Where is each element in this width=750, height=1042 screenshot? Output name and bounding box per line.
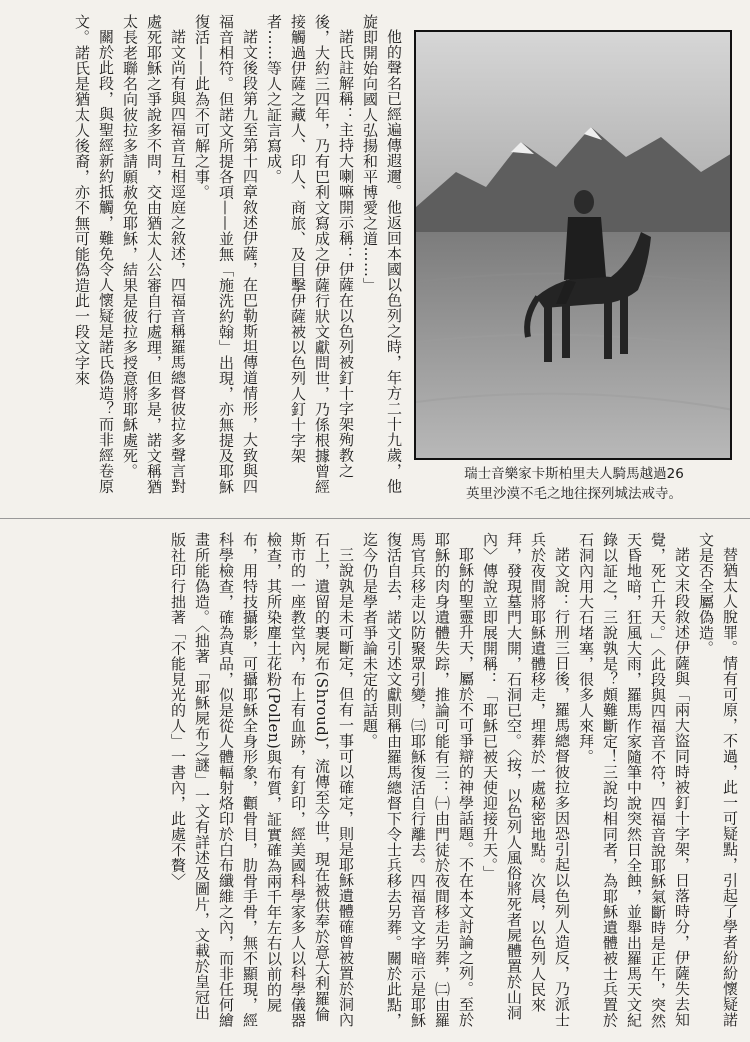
paragraph: 諾氏註解稱：主持大喇嘛開示稱：伊薩在以色列被釘十字架殉教之後，大約三四年，乃有巴利文寫成之伊薩行狀文獻問世，乃係根據曾經接觸過伊薩之藏人、印人、商旅、及目擊伊薩被以色列人釘十字架者……等人之証言寫成。 xyxy=(265,14,355,495)
photo-rider-on-horse xyxy=(414,30,732,460)
paragraph: 他的聲名已經遍傳遐邇。他返回本國以色列之時，年方二十九歲，他旋即開始向國人弘揚和平博愛之道……」 xyxy=(361,14,403,494)
article-column-top xyxy=(6,14,406,496)
paragraph: 諾文尚有與四福音互相逕庭之敘述，四福音稱羅馬總督彼拉多聲言對處死耶穌之爭說多不問，交由猶太人公審自行處理，但多是，諾文稱猶太長老聯名向彼拉多請願赦免耶穌，結果是彼拉多授意將耶穌處死。 xyxy=(121,14,187,495)
paragraph: 諾文後段第九至第十四章敘述伊薩，在巴勒斯坦傳道情形，大致與四福音相符。但諾文所提各項——並無「施洗約翰」出現，亦無提及耶穌復活——此為不可解之事。 xyxy=(193,14,259,495)
article-column-bottom xyxy=(12,532,742,1032)
paragraph: 諾文末段敘述伊薩與「兩大盜同時被釘十字架，日落時分，伊薩失去知覺，死亡升天。」〈此段與四福音不符，四福音說耶穌氣斷時是正午，突然天昏地暗，狂風大雨，羅馬作家隨筆中說突然日全蝕，並舉出羅馬天文紀錄以証之，三說孰是？頗難斷定！三說均相同者，為耶穌遺體被士兵置於石洞內用大石堵塞，很多人來拜。 xyxy=(577,532,691,1029)
caption-line: 瑞士音樂家卡斯柏里夫人騎馬越過26 xyxy=(464,466,684,482)
photo-illustration xyxy=(416,32,732,460)
paragraph: 諾文說：行刑三日後，羅馬總督彼拉多因恐引起以色列人造反，乃派士兵於夜間將耶穌遺體移走，埋葬於一處秘密地點。次晨，以色列人民來拜，發現墓門大開，石洞已空。〈按，以色列人風俗將死者屍體置於山洞內〉傳說立即展開稱：「耶穌已被天使迎接升天。」 xyxy=(481,532,571,1028)
photo-caption xyxy=(414,464,734,505)
caption-line: 英里沙漠不毛之地往探列城法戒寺。 xyxy=(466,486,682,503)
paragraph: 關於此段，與聖經新約抵觸，難免令人懷疑是諾氏偽造？而非經卷原文。諾氏是猶太人後裔，亦不無可能偽造此一段文字來 xyxy=(73,14,115,494)
paragraph: 耶穌的聖靈升天，屬於不可爭辯的神學話題。不在本文討論之列。至於耶穌的肉身遺體失踪，推論可能有三：㈠由門徒於夜間移走另葬，㈡由羅馬官兵移走以防聚眾引變，㈢耶穌復活自行離去。四福音文字暗示是耶穌復活自去，諾文引述文獻則稱由羅馬總督下令士兵移去另葬。關於此點，迄今仍是學者爭論未定的話題。 xyxy=(361,532,475,1028)
section-divider xyxy=(0,518,750,519)
paragraph: 三說孰是未可斷定，但有一事可以確定，則是耶穌遺體確曾被置於洞內石上，遺留的裹屍布(Shroud)，流傳至今世，現在被供奉於意大利羅倫斯市的一座教堂內，布上有血跡，有釘印，經美國科學家多人以科學儀器檢查，其所染塵土花粉(Pollen)與布質，証實確為兩千年左右以前的屍布，用特技攝影，可攝耶穌全身形象，顴骨目，肋骨手骨，無不顯現，經科學檢查，確為真品，似是從人體輻射烙印於白布纖維之內，而非任何繪畫所能偽造。〈拙著「耶穌屍布之謎」一文有詳述及圖片，文載於皇冠出版社印行拙著「不能見光的人」一書內，此處不贅〉 xyxy=(169,532,355,1028)
paragraph: 替猶太人脫罪。情有可原，不過，此一可疑點，引起了學者紛紛懷疑諾文是否全屬偽造。 xyxy=(697,532,739,1028)
